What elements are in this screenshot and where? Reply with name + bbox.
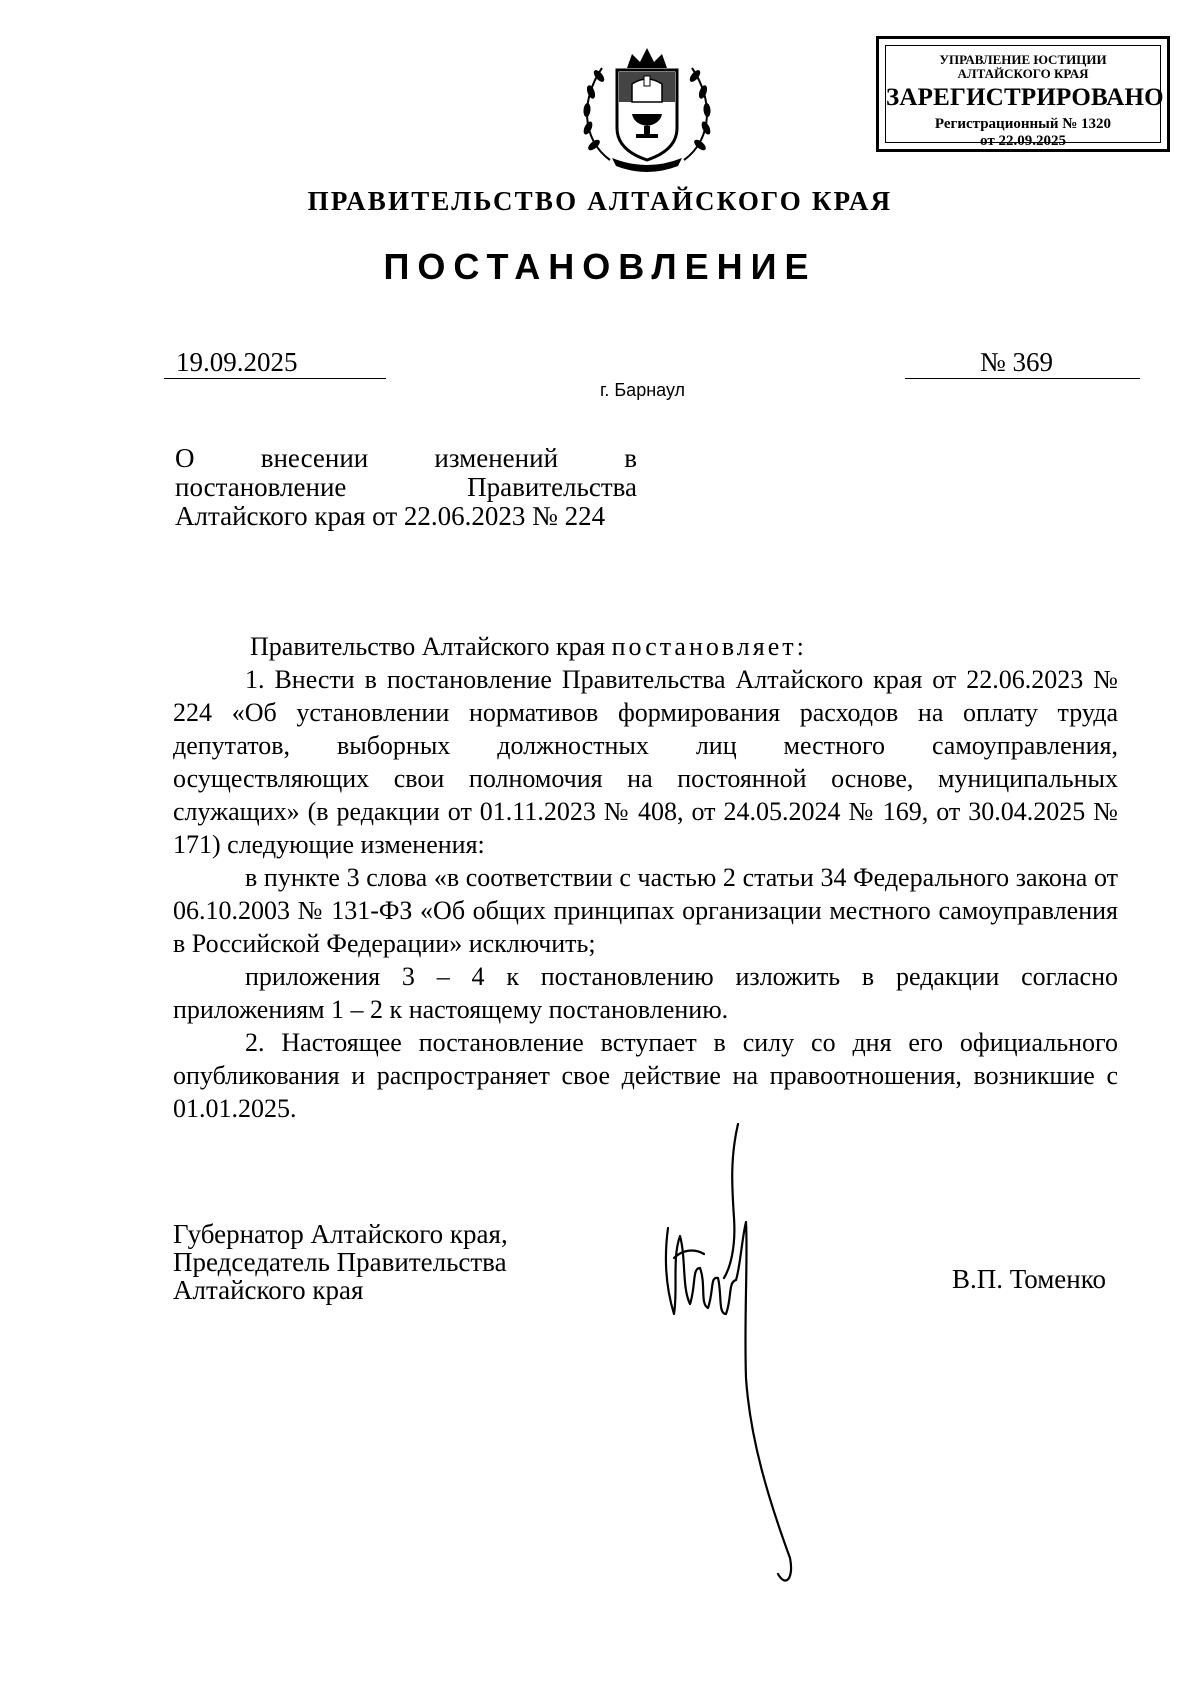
stamp-registration-number: Регистрационный № 1320 — [934, 116, 1112, 132]
stamp-date: от 22.09.2025 — [980, 133, 1066, 149]
item-2-paragraph: 2. Настоящее постановление вступает в силу со дня его официального опубликования и распространяет свое действие на правоотношения, возникшие с 01.01.2025. — [173, 1028, 1118, 1123]
preamble-paragraph — [173, 630, 1118, 663]
stamp-agency-line1: УПРАВЛЕНИЕ ЮСТИЦИИ — [939, 52, 1107, 67]
stamp-inner-border — [885, 45, 1164, 149]
signer-position-line-2: Председатель Правительства — [173, 1247, 507, 1277]
document-subject — [175, 444, 637, 531]
signer-position — [173, 1220, 508, 1304]
subject-line-2: постановление Правительства — [175, 472, 637, 502]
item-1-subpoint-a: в пункте 3 слова «в соответствии с частью 2 статьи 34 Федерального закона от 06.10.2003 № 131-ФЗ «Об общих принципах организации местного самоуправления в Российской Федерации» исключить; — [173, 863, 1118, 958]
document-date: 19.09.2025 — [164, 346, 386, 379]
preamble-verb: постановляет: — [611, 632, 807, 661]
document-city: г. Барнаул — [600, 380, 686, 400]
signer-position-line-1: Губернатор Алтайского края, — [173, 1219, 508, 1249]
item-1-paragraph: 1. Внести в постановление Правительства Алтайского края от 22.06.2023 № 224 «Об установлении нормативов формирования расходов на оплату труда депутатов, выборных должностных лиц местного самоуправления, осуществляющих свои полномочия на постоянной основе, муниципальных служащих» (в редакции от 01.11.2023 № 408, от 24.05.2024 № 169, от 30.04.2025 № 171) следующие изменения: — [173, 665, 1118, 859]
document-number: № 369 — [905, 346, 1140, 379]
subject-line-3: Алтайского края от 22.06.2023 № 224 — [175, 501, 606, 531]
handwritten-signature — [660, 1118, 800, 1598]
preamble-lead: Правительство Алтайского края — [250, 632, 612, 661]
coat-of-arms-icon — [572, 40, 722, 180]
stamp-status: ЗАРЕГИСТРИРОВАНО — [886, 84, 1164, 111]
signer-position-line-3: Алтайского края — [173, 1275, 364, 1305]
signer-name: В.П. Томенко — [952, 1264, 1106, 1294]
item-1-subpoint-b: приложения 3 – 4 к постановлению изложить в редакции согласно приложениям 1 – 2 к настоящему постановлению. — [173, 962, 1118, 1024]
subject-line-1: О внесении изменений в — [175, 443, 637, 473]
document-body — [173, 630, 1118, 1125]
stamp-agency-line2: АЛТАЙСКОГО КРАЯ — [957, 66, 1089, 81]
stamp-agency — [886, 53, 1160, 81]
registration-stamp — [876, 36, 1170, 152]
document-type-title: ПОСТАНОВЛЕНИЕ — [383, 246, 817, 287]
government-title: ПРАВИТЕЛЬСТВО АЛТАЙСКОГО КРАЯ — [307, 186, 893, 216]
